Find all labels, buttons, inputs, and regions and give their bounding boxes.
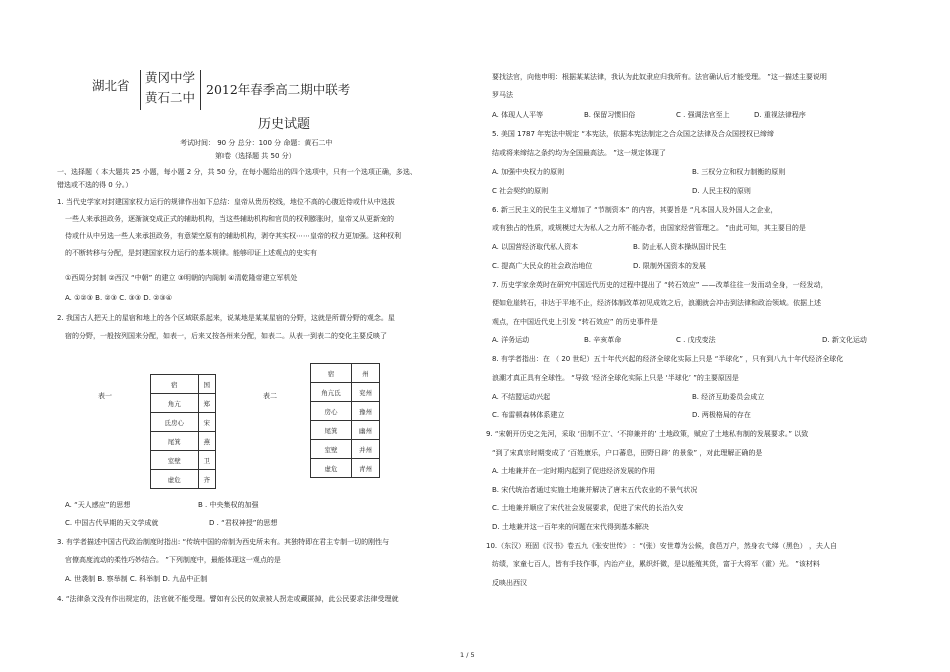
instructions-line-2: 错选或不选的得 0 分。） [57,181,133,189]
q2-line-2: 宿的分野，一般按列国来分配，如表一，后来又按各州来分配，如表二。从表一到表二的变化主要反映了 [65,332,387,340]
table1-label: 表一 [98,392,112,400]
q2-option-a: A. “天人感应”的思想 [65,501,131,509]
province-label: 湖北省 [92,78,130,93]
q6-line-2: 或有独占的性质，或规模过大为私人之力所不能办者，由国家经营管理之。 ”由此可知，其主要目的是 [492,224,806,232]
table1-row [151,413,216,432]
section-title: 第Ⅰ卷（选择题 共 50 分） [215,152,296,160]
q5-option-c: C 社会契约的原则 [492,187,549,195]
table2-row [311,459,380,478]
table2-cell: 尾箕 [311,421,352,440]
table-1 [150,374,216,489]
q8-line-2: 浪潮才真正具有全球性。 “导致 ‘经济全球化实际上只是 ‘半球化’ ”的主要原因是 [492,374,739,382]
q9-option-c: C. 土地兼并顺应了宋代社会发展要求，促进了宋代的长治久安 [492,504,684,512]
q1-answers: A. ①②③ B. ②③ C. ③③ D. ②③④ [65,294,172,302]
table1-row [151,432,216,451]
header-divider-right [200,70,201,110]
q2-line-1: 2. 我国古人把天上的星宿和地上的各个区域联系起来，说某地是某某星宿的分野，这就是所谓分野的观念。星 [57,314,395,322]
table2-cell: 并州 [352,440,380,459]
subject-title: 历史试题 [258,117,311,132]
table1-row [151,394,216,413]
q6-option-c: C. 提高广大民众的社会政治地位 [492,262,593,270]
instructions-line-1: 一、选择题（ 本大题共 25 小题，每小题 2 分，共 50 分，在每小题给出的四个选项中，只有一个选项正确，多选、 [57,168,417,176]
q5-line-1: 5. 美国 1787 年宪法中规定 “本宪法，依据本宪法制定之合众国之法律及合众国授权已缔缔 [492,130,775,138]
table2-cell: 宿 [311,364,352,383]
table2-row [311,364,380,383]
q1-line-2: 一些人来承担政务，逐渐演变成正式的辅助机构，当这些辅助机构和官员的权利膨胀时，皇帝又从更新宠的 [65,215,394,223]
q9-option-d: D. 土地兼并这一百年来的问题在宋代得到基本解决 [492,523,649,531]
table1-cell: 齐 [198,470,215,489]
table2-cell: 虚危 [311,459,352,478]
q7-option-a: A. 洋务运动 [492,336,530,344]
q7-line-3: 观点，在中国近代史上引发 “转石效应” 的历史事件是 [492,318,658,326]
q1-options: ①西周分封制 ②西汉 “中朝” 的建立 ③明朝的内阁制 ④清乾隆帝建立军机处 [65,274,298,282]
q3-line-2: 官僚高度流动的柔性巧妙结合。 ”下列制度中，最能体现这一观点的是 [65,556,281,564]
page-number: 1 / 5 [460,651,475,659]
q6-option-d: D. 限制外国资本的发展 [633,262,706,270]
q5-option-d: D. 人民主权的原则 [692,187,751,195]
q5-option-a: A. 加强中央权力的原则 [492,168,565,176]
table2-cell: 房心 [311,402,352,421]
q4-line-1: 4. “法律条文没有作出规定的，法官就不能受理。譬如有公民的奴隶被人拐走或藏匿掉，此公民要求法律受理就 [57,595,399,603]
table2-row [311,440,380,459]
q10-line-1: 10.（东汉）班固《汉书》卷五九《张安世传》 ：“(张）安世尊为公候，食邑万户，然身衣弋绨（黑色） ，夫人自 [486,542,837,550]
q7-option-b: B. 辛亥革命 [584,336,622,344]
table2-cell: 幽州 [352,421,380,440]
q1-line-3: 侍或什从中另选一些人来承担政务，有意架空原有的辅助机构，剥夺其实权⋯⋯皇帝的权力更加强。这种权利 [65,232,401,240]
q8-line-1: 8. 有学者指出：在 （ 20 世纪）五十年代兴起的经济全球化实际上只是 “半球化” ，只有到八九十年代经济全球化 [492,355,844,363]
table2-row [311,383,380,402]
q8-option-d: D. 两极格局的存在 [692,411,751,419]
table2-cell: 青州 [352,459,380,478]
table1-cell: 角亢 [151,394,199,413]
q8-option-c: C. 布雷顿森林体系建立 [492,411,565,419]
table1-cell: 国 [198,375,215,394]
school-name-1: 黄冈中学 [145,70,196,85]
q7-option-c: C . 戊戌变法 [676,336,716,344]
q4-answer-d: D. 重视法律程序 [754,111,806,119]
q3-answers: A. 世袭制 B. 察举制 C. 科举制 D. 九品中正制 [65,575,208,583]
q9-line-2: “到了宋真宗时期变成了 ‘百姓康乐，户口蕃息，田野日辟’ 的景象” ，对此理解正确的是 [492,449,763,457]
q3-line-1: 3. 有学者描述中国古代政治制度时指出: “传统中国的帝制为西史所未有。其独特即在君主专制一切的刚性与 [57,538,390,546]
q6-option-b: B. 防止私人资本操纵国计民生 [633,243,727,251]
table2-cell: 角亢氐 [311,383,352,402]
table1-cell: 宿 [151,375,199,394]
table1-cell: 氐房心 [151,413,199,432]
q2-option-d: D . “君权神授”的思想 [209,519,278,527]
table1-row [151,470,216,489]
q10-line-2: 纺绩，家童七百人，皆有手技作事，内治产业，累织纤微，是以能殖其货，富于大将军（霍）光。 ”该材料 [492,560,820,568]
q4-answer-b: B. 保留习惯旧俗 [584,111,636,119]
table1-cell: 郑 [198,394,215,413]
table1-cell: 虚危 [151,470,199,489]
school-name-2: 黄石二中 [145,90,196,105]
q2-option-b: B . 中央集权的加强 [198,501,259,509]
q4-line-2: 要找法官，向他申明：根据某某法律，我认为此奴隶应归我所有。法官确认后才能受理。 ”这一描述主要说明 [492,73,827,81]
q4-answer-c: C . 强调法官至上 [676,111,730,119]
table2-cell: 兖州 [352,383,380,402]
q1-line-4: 的不断转移与分配，是封建国家权力运行的基本规律。能够印证上述观点的史实有 [65,249,317,257]
q5-option-b: B. 三权分立和权力制衡的原则 [692,168,786,176]
table1-cell: 尾箕 [151,432,199,451]
table2-row [311,402,380,421]
table1-row [151,451,216,470]
q8-option-b: B. 经济互助委员会成立 [692,393,765,401]
q9-option-a: A. 土地兼并在一定时期内起到了促进经济发展的作用 [492,467,656,475]
q7-line-1: 7. 历史学家余英时在研究中国近代历史的过程中提出了 “转石效应” ——改革往往一发而动全身，一经发动， [492,281,828,289]
q10-line-3: 反映出西汉 [492,579,527,587]
table1-cell: 燕 [198,432,215,451]
q2-option-c: C. 中国古代早期的天文学成就 [65,519,159,527]
q4-answer-a: A. 体现人人平等 [492,111,544,119]
table2-cell: 州 [352,364,380,383]
q4-line-3: 罗马法 [492,91,513,99]
exam-info: 考试时间： 90 分 总分：100 分 命题：黄石二中 [180,139,333,147]
table1-cell: 室壁 [151,451,199,470]
table2-label: 表二 [263,392,277,400]
q7-option-d: D. 新文化运动 [822,336,867,344]
q7-line-2: 便如危崖转石，非达于平地不止，经济体制改革初见成效之后，浪潮就会冲击到法律和政治领域。依据上述 [492,299,821,307]
q6-line-1: 6. 新三民主义的民生主义增加了 “节制资本” 的内容，其要旨是 “凡本国人及外国人之企业， [492,206,778,214]
q9-line-1: 9. “宋朝开历史之先河，采取 ‘田制不立’、‘不抑兼并的’ 土地政策，赋应了土地私有制的发展要求。” 以致 [486,430,809,438]
q9-option-b: B. 宋代统治者通过实施土地兼并解决了唐末五代农业的不景气状况 [492,486,698,494]
q6-option-a: A. 以国营经济取代私人资本 [492,243,579,251]
q1-line-1: 1. 当代史学家对封建国家权力运行的规律作出如下总结：皇帝从贵历校线，地位不高的心腹近侍或什从中选拔 [57,198,395,206]
table1-row [151,375,216,394]
q5-line-2: 结或将来缔结之条约均为全国最高法。 ”这一规定体现了 [492,149,666,157]
table-2 [310,363,380,478]
q8-option-a: A. 不结盟运动兴起 [492,393,551,401]
table2-row [311,421,380,440]
exam-title: 2012年春季高二期中联考 [206,82,351,97]
header-divider-left [140,70,141,110]
table1-cell: 宋 [198,413,215,432]
table1-cell: 卫 [198,451,215,470]
table2-cell: 豫州 [352,402,380,421]
table2-cell: 室壁 [311,440,352,459]
